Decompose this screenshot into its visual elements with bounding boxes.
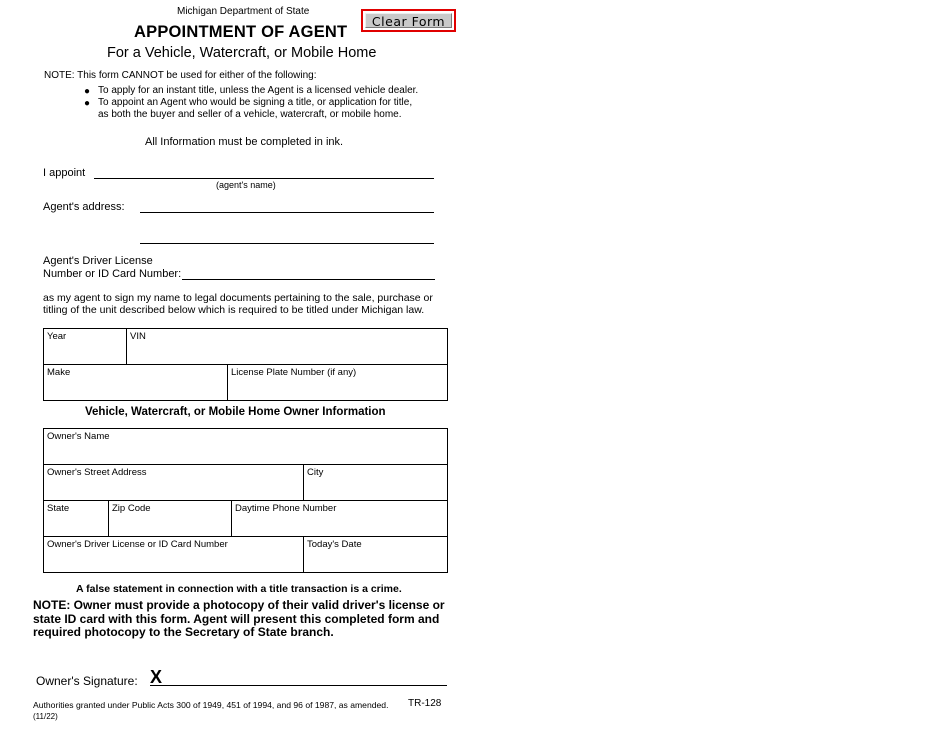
agent-name-caption: (agent's name) [216, 180, 276, 190]
owner-zip-field[interactable] [109, 501, 232, 537]
bullet-icon: ● [84, 98, 91, 109]
agent-license-field[interactable] [182, 279, 435, 280]
license-plate-label: License Plate Number (if any) [231, 367, 357, 378]
owner-name-label: Owner's Name [47, 431, 110, 442]
owner-city-label: City [307, 467, 324, 478]
department-name: Michigan Department of State [177, 6, 310, 17]
agent-address-label: Agent's address: [43, 201, 125, 213]
agent-name-field[interactable] [94, 178, 434, 179]
vin-label: VIN [130, 331, 146, 342]
vin-field[interactable] [127, 329, 447, 365]
owner-license-label: Owner's Driver License or ID Card Number [47, 539, 228, 550]
agent-statement-line-1: as my agent to sign my name to legal documents pertaining to the sale, purchase or [43, 292, 433, 304]
note-bullet-2-line-1: To appoint an Agent who would be signing a title, or application for title, [98, 97, 413, 108]
owner-info-table [43, 428, 448, 573]
owner-name-field[interactable] [44, 429, 447, 465]
clear-form-button[interactable] [361, 9, 456, 32]
form-title: APPOINTMENT OF AGENT [134, 23, 348, 41]
signature-x-mark: X [150, 667, 163, 687]
todays-date-label: Today's Date [307, 539, 362, 550]
photocopy-note: NOTE: Owner must provide a photocopy of their valid driver's license or state ID card with this form. Agent will present this completed form and required photocopy to the Secretary of State branch. [33, 598, 445, 640]
owner-phone-label: Daytime Phone Number [235, 503, 337, 514]
owner-section-heading: Vehicle, Watercraft, or Mobile Home Owner Information [85, 406, 386, 418]
appoint-label: I appoint [43, 167, 86, 179]
owner-phone-field[interactable] [232, 501, 447, 537]
owner-license-field[interactable] [44, 537, 304, 572]
note-bullet-2-line-2: as both the buyer and seller of a vehicle, watercraft, or mobile home. [98, 109, 402, 120]
owner-city-field[interactable] [304, 465, 447, 501]
ink-instruction: All Information must be completed in ink. [145, 136, 344, 148]
agent-address-field-line-1[interactable] [140, 212, 434, 213]
revision-date: (11/22) [33, 712, 58, 721]
agent-license-label-line-1: Agent's Driver License [43, 255, 153, 267]
owner-signature-label: Owner's Signature: [36, 674, 138, 688]
note-bullet-1: To apply for an instant title, unless the Agent is a licensed vehicle dealer. [98, 85, 419, 96]
bullet-icon: ● [84, 86, 91, 97]
owner-state-field[interactable] [44, 501, 109, 537]
make-label: Make [47, 367, 71, 378]
owner-signature-field[interactable] [150, 685, 447, 686]
agent-statement-line-2: titling of the unit described below which is required to be titled under Michigan law. [43, 304, 425, 316]
year-field[interactable] [44, 329, 127, 365]
crime-warning: A false statement in connection with a title transaction is a crime. [76, 583, 402, 595]
form-subtitle: For a Vehicle, Watercraft, or Mobile Home [107, 45, 377, 61]
agent-license-label-line-2: Number or ID Card Number: [43, 268, 182, 280]
owner-zip-label: Zip Code [112, 503, 151, 514]
owner-street-field[interactable] [44, 465, 304, 501]
clear-form-button-label: Clear Form [365, 13, 452, 28]
owner-state-label: State [47, 503, 70, 514]
license-plate-field[interactable] [228, 365, 447, 400]
agent-address-field-line-2[interactable] [140, 243, 434, 244]
make-field[interactable] [44, 365, 228, 400]
todays-date-field[interactable] [304, 537, 447, 572]
note-intro: NOTE: This form CANNOT be used for either of the following: [44, 70, 317, 81]
vehicle-info-table [43, 328, 448, 401]
owner-street-label: Owner's Street Address [47, 467, 147, 478]
authorities-text: Authorities granted under Public Acts 300 of 1949, 451 of 1994, and 96 of 1987, as amended. [33, 700, 389, 710]
year-label: Year [47, 331, 67, 342]
form-number: TR-128 [408, 698, 442, 709]
